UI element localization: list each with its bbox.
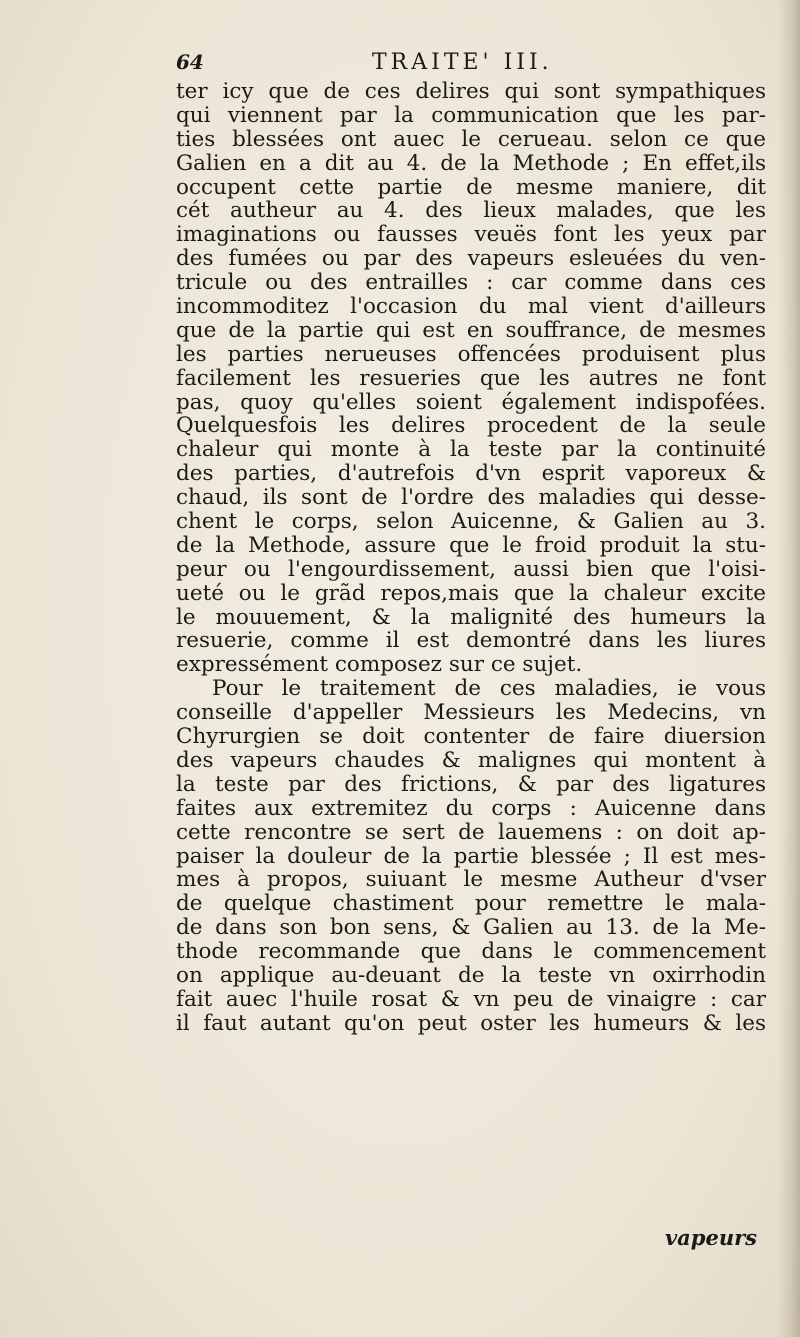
text-line: expressément composez sur ce sujet. [176,653,583,678]
text-line: conseille d'appeller Messieurs les Medecins, vn [176,701,766,726]
text-line: imaginations ou fausses veuës font les yeux par [176,223,766,248]
text-line: chaleur qui monte à la teste par la continuité [176,438,766,463]
text-line: chent le corps, selon Auicenne, & Galien au 3. [176,510,766,534]
text-line: de la Methode, assure que le froid produit la stu- [176,533,766,558]
text-line: de quelque chastiment pour remettre le mala- [176,892,766,917]
text-line: les parties nerueuses offencées produisent plus [176,342,766,367]
text-line: pas, quoy qu'elles soient également indispofées. [176,390,766,415]
text-line: paiser la douleur de la partie blessée ; Il est mes- [176,844,766,869]
text-line: resuerie, comme il est demontré dans les liures [176,629,766,654]
text-line: ueté ou le grãd repos,mais que la chaleur excite [176,581,766,606]
text-line: ter icy que de ces delires qui sont sympathiques [176,80,766,104]
text-line: tricule ou des entrailles : car comme dans ces [176,271,766,296]
text-line: des vapeurs chaudes & malignes qui montent à [176,748,766,773]
text-line: ties blessées ont auec le cerueau. selon ce que [176,127,766,152]
text-line: fait auec l'huile rosat & vn peu de vinaigre : car [176,987,766,1012]
catchword: vapeurs [664,1225,757,1250]
text-line: incommoditez l'occasion du mal vient d'ailleurs [176,295,766,319]
body-text [176,80,766,1036]
text-line: faites aux extremitez du corps : Auicenne dans [176,796,766,821]
text-line: chaud, ils sont de l'ordre des maladies qui desse- [176,486,766,511]
page-edge-shadow [778,0,800,1337]
text-line: il faut autant qu'on peut oster les humeurs & les [176,1011,766,1036]
text-line: facilement les resueries que les autres ne font [176,366,766,391]
text-line: cette rencontre se sert de lauemens : on doit ap- [176,820,766,845]
text-line: des parties, d'autrefois d'vn esprit vaporeux & [176,462,766,487]
text-line: des fumées ou par des vapeurs esleuées du ven- [176,247,766,272]
text-line: occupent cette partie de mesme maniere, dit [176,175,766,200]
text-line: Chyrurgien se doit contenter de faire diuersion [176,725,766,749]
page-header [176,50,596,80]
running-head: TRAITE' III. [372,50,553,75]
text-line: on applique au-deuant de la teste vn oxirrhodin [176,963,766,988]
text-line: Quelquesfois les delires procedent de la seule [176,414,766,439]
page-number: 64 [176,50,204,74]
text-line: cét autheur au 4. des lieux malades, que les [176,199,766,224]
text-line: le mouuement, & la malignité des humeurs la [176,605,766,630]
text-line: de dans son bon sens, & Galien au 13. de la Me- [176,916,766,941]
text-line: la teste par des frictions, & par des ligatures [176,772,766,797]
text-line: mes à propos, suiuant le mesme Autheur d'vser [176,868,766,893]
text-line: Galien en a dit au 4. de la Methode ; En effet,ils [176,151,766,176]
text-line: Pour le traitement de ces maladies, ie vous [212,677,766,702]
text-line: qui viennent par la communication que les par- [176,103,766,128]
text-line: thode recommande que dans le commencement [176,940,766,964]
text-line: que de la partie qui est en souffrance, de mesmes [176,318,766,343]
text-line: peur ou l'engourdissement, aussi bien que l'oisi- [176,557,766,582]
